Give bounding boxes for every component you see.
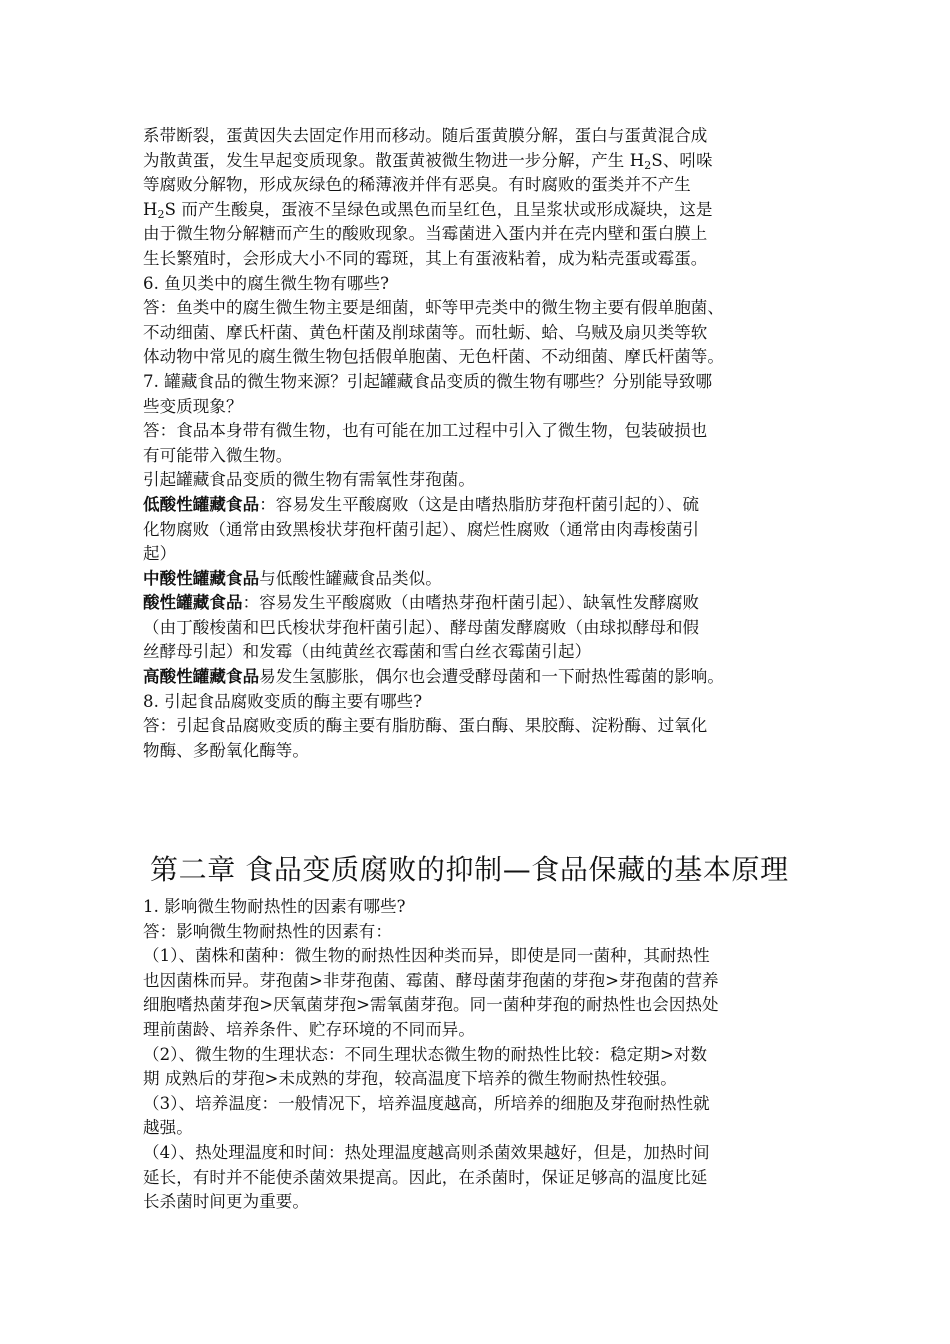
paragraph-line: 由于微生物分解糖而产生的酸败现象。当霉菌进入蛋内并在壳内壁和蛋白膜上 [143, 224, 708, 244]
question-6: 6. 鱼贝类中的腐生微生物有哪些? [143, 273, 390, 293]
item-4-line: 长杀菌时间更为重要。 [143, 1192, 309, 1212]
paragraph-line: 等腐败分解物，形成灰绿色的稀薄液并伴有恶臭。有时腐败的蛋类并不产生 [143, 175, 691, 195]
item-3-line: 越强。 [143, 1118, 193, 1138]
bottom-text-block [143, 895, 818, 1215]
answer-8-line: 答：引起食品腐败变质的酶主要有脂肪酶、蛋白酶、果胶酶、淀粉酶、过氧化 [143, 716, 708, 736]
item-4-line: （4）、热处理温度和时间：热处理温度越高则杀菌效果越好，但是，加热时间 [143, 1142, 710, 1162]
acid-line: 丝酵母引起）和发霉（由纯黄丝衣霉菌和雪白丝衣霉菌引起） [143, 642, 592, 662]
item-1-line: （1）、菌株和菌种：微生物的耐热性因种类而异，即使是同一菌种，其耐热性 [143, 946, 710, 966]
answer-7-line: 答：食品本身带有微生物，也有可能在加工过程中引入了微生物，包装破损也 [143, 421, 708, 441]
low-acid-line: 起） [143, 544, 177, 564]
answer-6-line: 答：鱼类中的腐生微生物主要是细菌，虾等甲壳类中的微生物主要有假单胞菌、 [143, 298, 724, 318]
question-7-line: 7. 罐藏食品的微生物来源？引起罐藏食品变质的微生物有哪些？分别能导致哪 [143, 371, 713, 391]
item-3-line: （3）、培养温度：一般情况下，培养温度越高，所培养的细胞及芽孢耐热性就 [143, 1093, 710, 1113]
low-acid-line: 低酸性罐藏食品：容易发生平酸腐败（这是由嗜热脂肪芽孢杆菌引起的）、硫 [143, 494, 700, 514]
paragraph-line: 生长繁殖时，会形成大小不同的霉斑，其上有蛋液粘着，成为粘壳蛋或霉蛋。 [143, 248, 708, 268]
chapter-title: 第二章 食品变质腐败的抑制—食品保藏的基本原理 [150, 853, 789, 886]
item-4-line: 延长，有时并不能使杀菌效果提高。因此，在杀菌时，保证足够高的温度比延 [143, 1167, 708, 1187]
mid-acid-label: 中酸性罐藏食品 [143, 568, 260, 588]
answer-6-line: 不动细菌、摩氏杆菌、黄色杆菌及削球菌等。而牡蛎、蛤、乌贼及扇贝类等软 [143, 322, 708, 342]
answer-1-intro: 答：影响微生物耐热性的因素有： [143, 921, 392, 941]
paragraph-line: 为散黄蛋，发生早起变质现象。散蛋黄被微生物进一步分解，产生 $H_2S$、吲哚 [143, 150, 713, 172]
item-1-line: 细胞嗜热菌芽孢>厌氧菌芽孢>需氧菌芽孢。同一菌种芽孢的耐热性也会因热处 [143, 995, 719, 1015]
top-text-block [143, 124, 818, 763]
question-1: 1. 影响微生物耐热性的因素有哪些? [143, 897, 406, 916]
item-2-line: （2）、微生物的生理状态：不同生理状态微生物的耐热性比较：稳定期>对数 [143, 1044, 708, 1064]
paragraph-line: $H_2S$ 而产生酸臭，蛋液不呈绿色或黑色而呈红色，且呈浆状或形成凝块，这是 [143, 199, 713, 221]
mid-acid-line: 中酸性罐藏食品与低酸性罐藏食品类似。 [143, 568, 442, 588]
low-acid-label: 低酸性罐藏食品 [143, 494, 260, 514]
item-1-line: 理前菌龄、培养条件、贮存环境的不同而异。 [143, 1019, 475, 1039]
low-acid-line: 化物腐败（通常由致黑梭状芽孢杆菌引起）、腐烂性腐败（通常由肉毒梭菌引 [143, 519, 700, 539]
question-7-line: 些变质现象？ [143, 396, 243, 416]
answer-7-line: 有可能带入微生物。 [143, 445, 293, 465]
item-2-line: 期 成熟后的芽孢>未成熟的芽孢，较高温度下培养的微生物耐热性较强。 [143, 1069, 677, 1089]
answer-8-line: 物酶、多酚氧化酶等。 [143, 740, 309, 760]
answer-6-line: 体动物中常见的腐生微生物包括假单胞菌、无色杆菌、不动细菌、摩氏杆菌等。 [143, 347, 724, 367]
acid-line: （由丁酸梭菌和巴氏梭状芽孢杆菌引起）、酵母菌发酵腐败（由球拟酵母和假 [143, 617, 700, 637]
answer-7-line: 引起罐藏食品变质的微生物有需氧性芽孢菌。 [143, 470, 475, 490]
item-1-line: 也因菌株而异。芽孢菌>非芽孢菌、霉菌、酵母菌芽孢菌的芽孢>芽孢菌的营养 [143, 970, 719, 990]
acid-line: 酸性罐藏食品：容易发生平酸腐败（由嗜热芽孢杆菌引起）、缺氧性发酵腐败 [143, 593, 700, 613]
paragraph-line: 系带断裂，蛋黄因失去固定作用而移动。随后蛋黄膜分解，蛋白与蛋黄混合成 [143, 126, 708, 145]
high-acid-line: 高酸性罐藏食品易发生氢膨胀，偶尔也会遭受酵母菌和一下耐热性霉菌的影响。 [143, 667, 725, 687]
acid-label: 酸性罐藏食品 [143, 593, 243, 613]
high-acid-label: 高酸性罐藏食品 [143, 667, 260, 687]
question-8: 8. 引起食品腐败变质的酶主要有哪些? [143, 691, 423, 711]
